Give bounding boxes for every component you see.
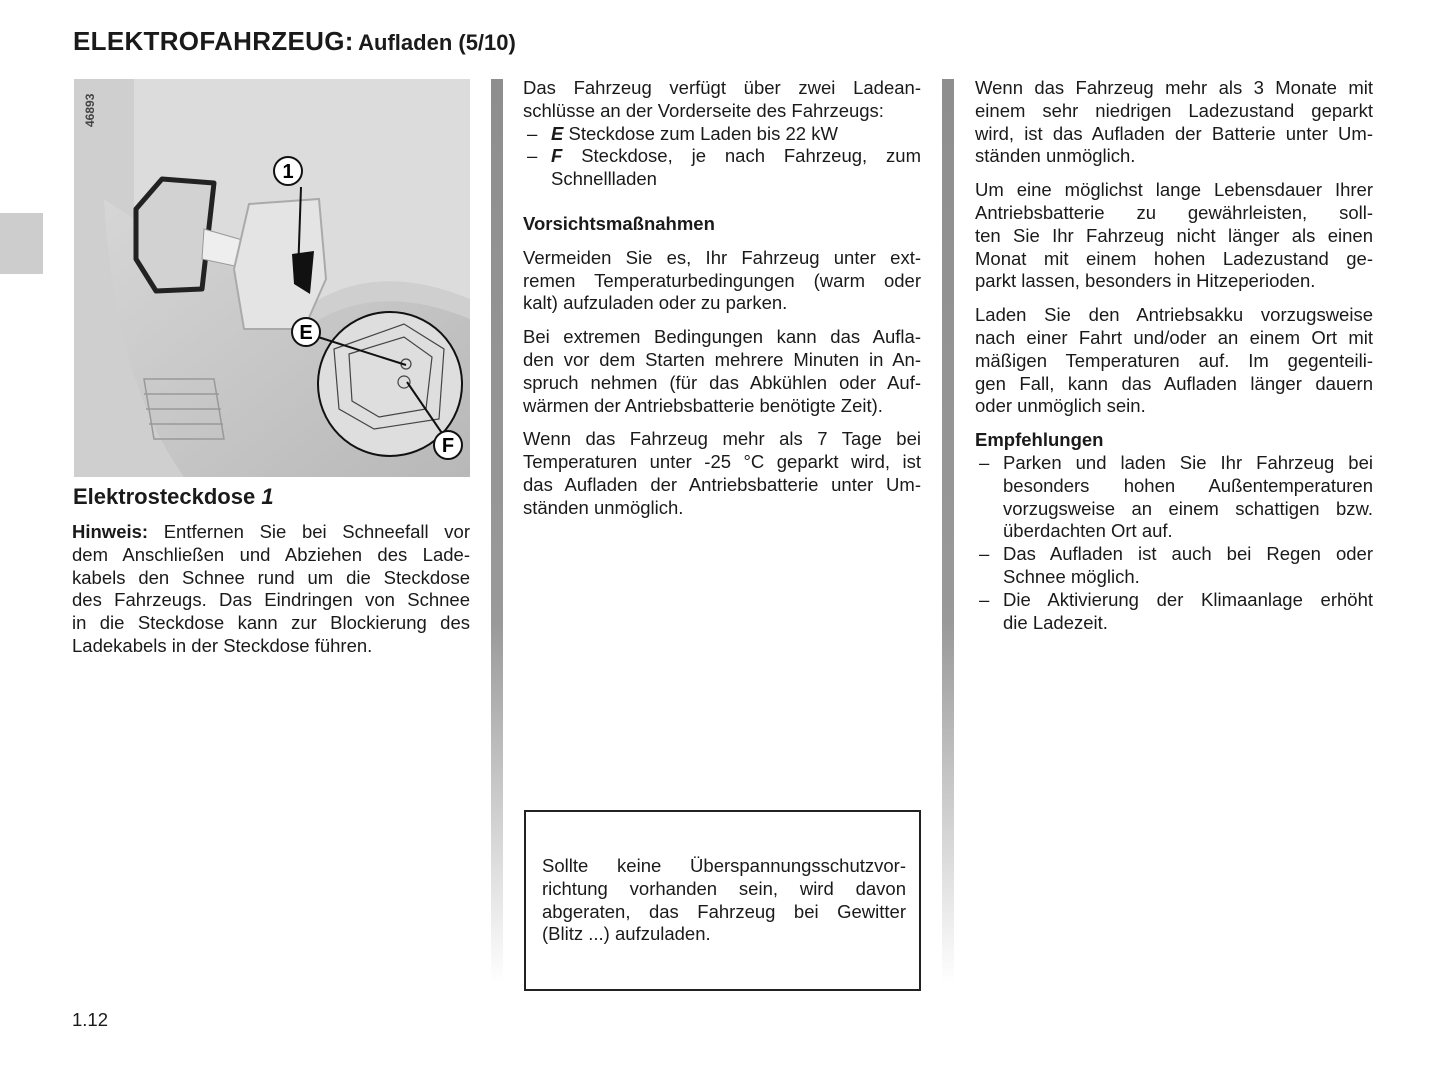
line-text: Antriebsbatterie zu gewährleisten, soll- [975,201,1373,223]
text-line [523,270,921,293]
socket-key: F [551,145,563,167]
line-text: Laden Sie den Antriebsakku vorzugsweise [975,304,1373,326]
text-line [72,544,470,567]
text-line [1003,452,1373,475]
paragraph [523,326,921,417]
line-text: Entfernen Sie bei Schneefall vor [148,521,470,542]
list-item [523,145,921,191]
column-1 [72,521,470,669]
text-line [975,270,1373,293]
line-text: oder unmöglich sein. [975,395,1146,417]
text-line [72,612,470,635]
line-text: die Ladezeit. [1003,611,1108,633]
title-main: ELEKTROFAHRZEUG: [73,26,354,56]
precautions-heading: Vorsichtsmaßnahmen [523,212,715,234]
paragraph [523,247,921,315]
text-line [542,900,906,923]
text-line [523,247,921,270]
line-text: das Aufladen der Antriebsbatterie unter Um- [523,473,921,495]
text-line [523,395,921,418]
paragraph [542,854,906,945]
callout-f: F [441,435,455,457]
line-text: Schnellladen [551,168,657,190]
line-text: vorzugsweise an einem schattigen bzw. [1003,497,1373,519]
line-text: ständen unmöglich. [523,496,684,518]
line-text: mäßigen Temperaturen auf. Im gegenteili- [975,349,1373,371]
text-line [975,225,1373,248]
line-text: Monat mit einem hohen Ladezustand ge- [975,247,1373,269]
paragraph [975,304,1373,418]
charging-socket-illustration [74,79,470,477]
text-line [523,497,921,520]
line-text: besonders hohen Außentemperaturen [1003,474,1373,496]
warning-box [524,810,921,991]
callout-1: 1 [282,161,294,183]
paragraph [1003,589,1373,635]
text-line [975,77,1373,100]
line-text: nach einer Fahrt und/oder an einem Ort mit [975,326,1373,348]
bullet-list [523,123,921,191]
line-text: schlüsse an der Vorderseite des Fahrzeugs: [523,99,884,121]
list-item [975,543,1373,589]
text-line [1003,566,1373,589]
text-line [975,202,1373,225]
line-text: ten Sie Ihr Fahrzeug nicht länger als einen [975,224,1373,246]
line-text: Die Aktivierung der Klimaanlage erhöht [1003,588,1373,610]
bullet-list [975,452,1373,634]
recommendations-heading: Empfehlungen [975,429,1104,451]
paragraph [551,123,921,146]
text-line [523,292,921,315]
text-line [975,100,1373,123]
socket-heading-num: 1 [261,484,274,509]
text-line [523,77,921,100]
paragraph [1003,452,1373,543]
list-item [523,123,921,146]
line-text: ständen unmöglich. [975,145,1136,167]
section-tab [0,213,43,274]
line-text: Das Fahrzeug verfügt über zwei Ladean- [523,77,921,98]
dash-marker: – [979,451,990,473]
paragraph [72,521,470,658]
figure-code: 46893 [83,93,97,127]
text-line [975,373,1373,396]
column-2 [523,77,921,531]
dash-marker: – [979,588,990,610]
line-text: Das Aufladen ist auch bei Regen oder [1003,543,1373,565]
dash-marker: – [527,122,538,144]
socket-heading [73,484,274,510]
line-text: gen Fall, kann das Aufladen länger dauern [975,372,1373,394]
text-line [551,123,921,146]
title-sub: Aufladen (5/10) [358,30,516,55]
line-text: dem Anschließen und Abziehen des Lade- [72,543,470,565]
paragraph [523,428,921,519]
text-line [1003,589,1373,612]
line-text: (Blitz ...) aufzuladen. [542,923,711,945]
line-text: Bei extremen Bedingungen kann das Aufla- [523,326,921,348]
line-text: kalt) aufzuladen oder zu parken. [523,292,788,314]
line-text: abgeraten, das Fahrzeug bei Gewitter [542,900,906,922]
text-line [72,521,470,544]
text-line [1003,520,1373,543]
line-text: den vor dem Starten mehrere Minuten in An- [523,348,921,370]
list-item [975,589,1373,635]
text-line [72,635,470,658]
socket-key: E [551,122,564,144]
line-text: Parken und laden Sie Ihr Fahrzeug bei [1003,451,1373,473]
line-text: Steckdose, je nach Fahrzeug, zum [562,145,921,167]
text-line [975,304,1373,327]
line-text: Sollte keine Überspannungsschutzvor- [542,855,906,876]
dash-marker: – [527,145,538,167]
line-text: kabels den Schnee rund um die Steckdose [72,566,470,588]
line-text: Schnee möglich. [1003,565,1140,587]
text-line [975,350,1373,373]
paragraph [523,77,921,123]
text-line [542,877,906,900]
line-text: Steckdose zum Laden bis 22 kW [563,122,838,144]
text-line [523,100,921,123]
line-text: Um eine möglichst lange Lebensdauer Ihrer [975,179,1373,201]
callout-e: E [299,322,313,344]
line-text: wird, ist das Aufladen der Batterie unter Um- [975,122,1373,144]
text-line [542,854,906,877]
text-line [1003,543,1373,566]
line-text: Ladekabels in der Steckdose führen. [72,634,373,656]
line-text: einem sehr niedrigen Ladezustand geparkt [975,99,1373,121]
line-text: richtung vorhanden sein, wird davon [542,877,906,899]
line-text: wärmen der Antriebsbatterie benötigte Zeit). [523,394,883,416]
text-line [975,395,1373,418]
text-line [1003,475,1373,498]
page-title [73,26,516,57]
text-line [1003,498,1373,521]
text-line [523,451,921,474]
column-divider [491,79,503,984]
text-line [1003,612,1373,635]
paragraph [975,179,1373,293]
text-line [551,168,921,191]
line-text: parkt lassen, besonders in Hitzeperioden. [975,270,1316,292]
text-line [523,326,921,349]
line-text: in die Steckdose kann zur Blockierung des [72,612,470,634]
line-text: Wenn das Fahrzeug mehr als 7 Tage bei [523,428,921,450]
line-text: remen Temperaturbedingungen (warm oder [523,269,921,291]
column-divider [942,79,954,984]
text-line [551,145,921,168]
text-line [523,428,921,451]
line-text: überdachten Ort auf. [1003,520,1173,542]
text-line [975,145,1373,168]
page-number: 1.12 [72,1009,109,1030]
paragraph [551,145,921,191]
line-text: des Fahrzeugs. Das Eindringen von Schnee [72,589,470,611]
list-item [975,452,1373,543]
text-line [975,248,1373,271]
text-line [523,474,921,497]
text-line [542,922,906,945]
column-3 [975,77,1373,645]
text-line [72,589,470,612]
text-line [975,179,1373,202]
line-text: Vermeiden Sie es, Ihr Fahrzeug unter ext- [523,246,921,268]
socket-heading-text: Elektrosteckdose [73,484,256,509]
text-line [975,327,1373,350]
text-line [72,567,470,590]
line-text: Wenn das Fahrzeug mehr als 3 Monate mit [975,77,1373,98]
paragraph [1003,543,1373,589]
text-line [523,349,921,372]
line-text: spruch nehmen (für das Abkühlen oder Auf- [523,371,921,393]
dash-marker: – [979,543,990,565]
note-label: Hinweis: [72,521,149,542]
text-line [975,123,1373,146]
paragraph [975,77,1373,168]
line-text: Temperaturen unter -25 °C geparkt wird, ist [523,451,921,473]
text-line [523,372,921,395]
